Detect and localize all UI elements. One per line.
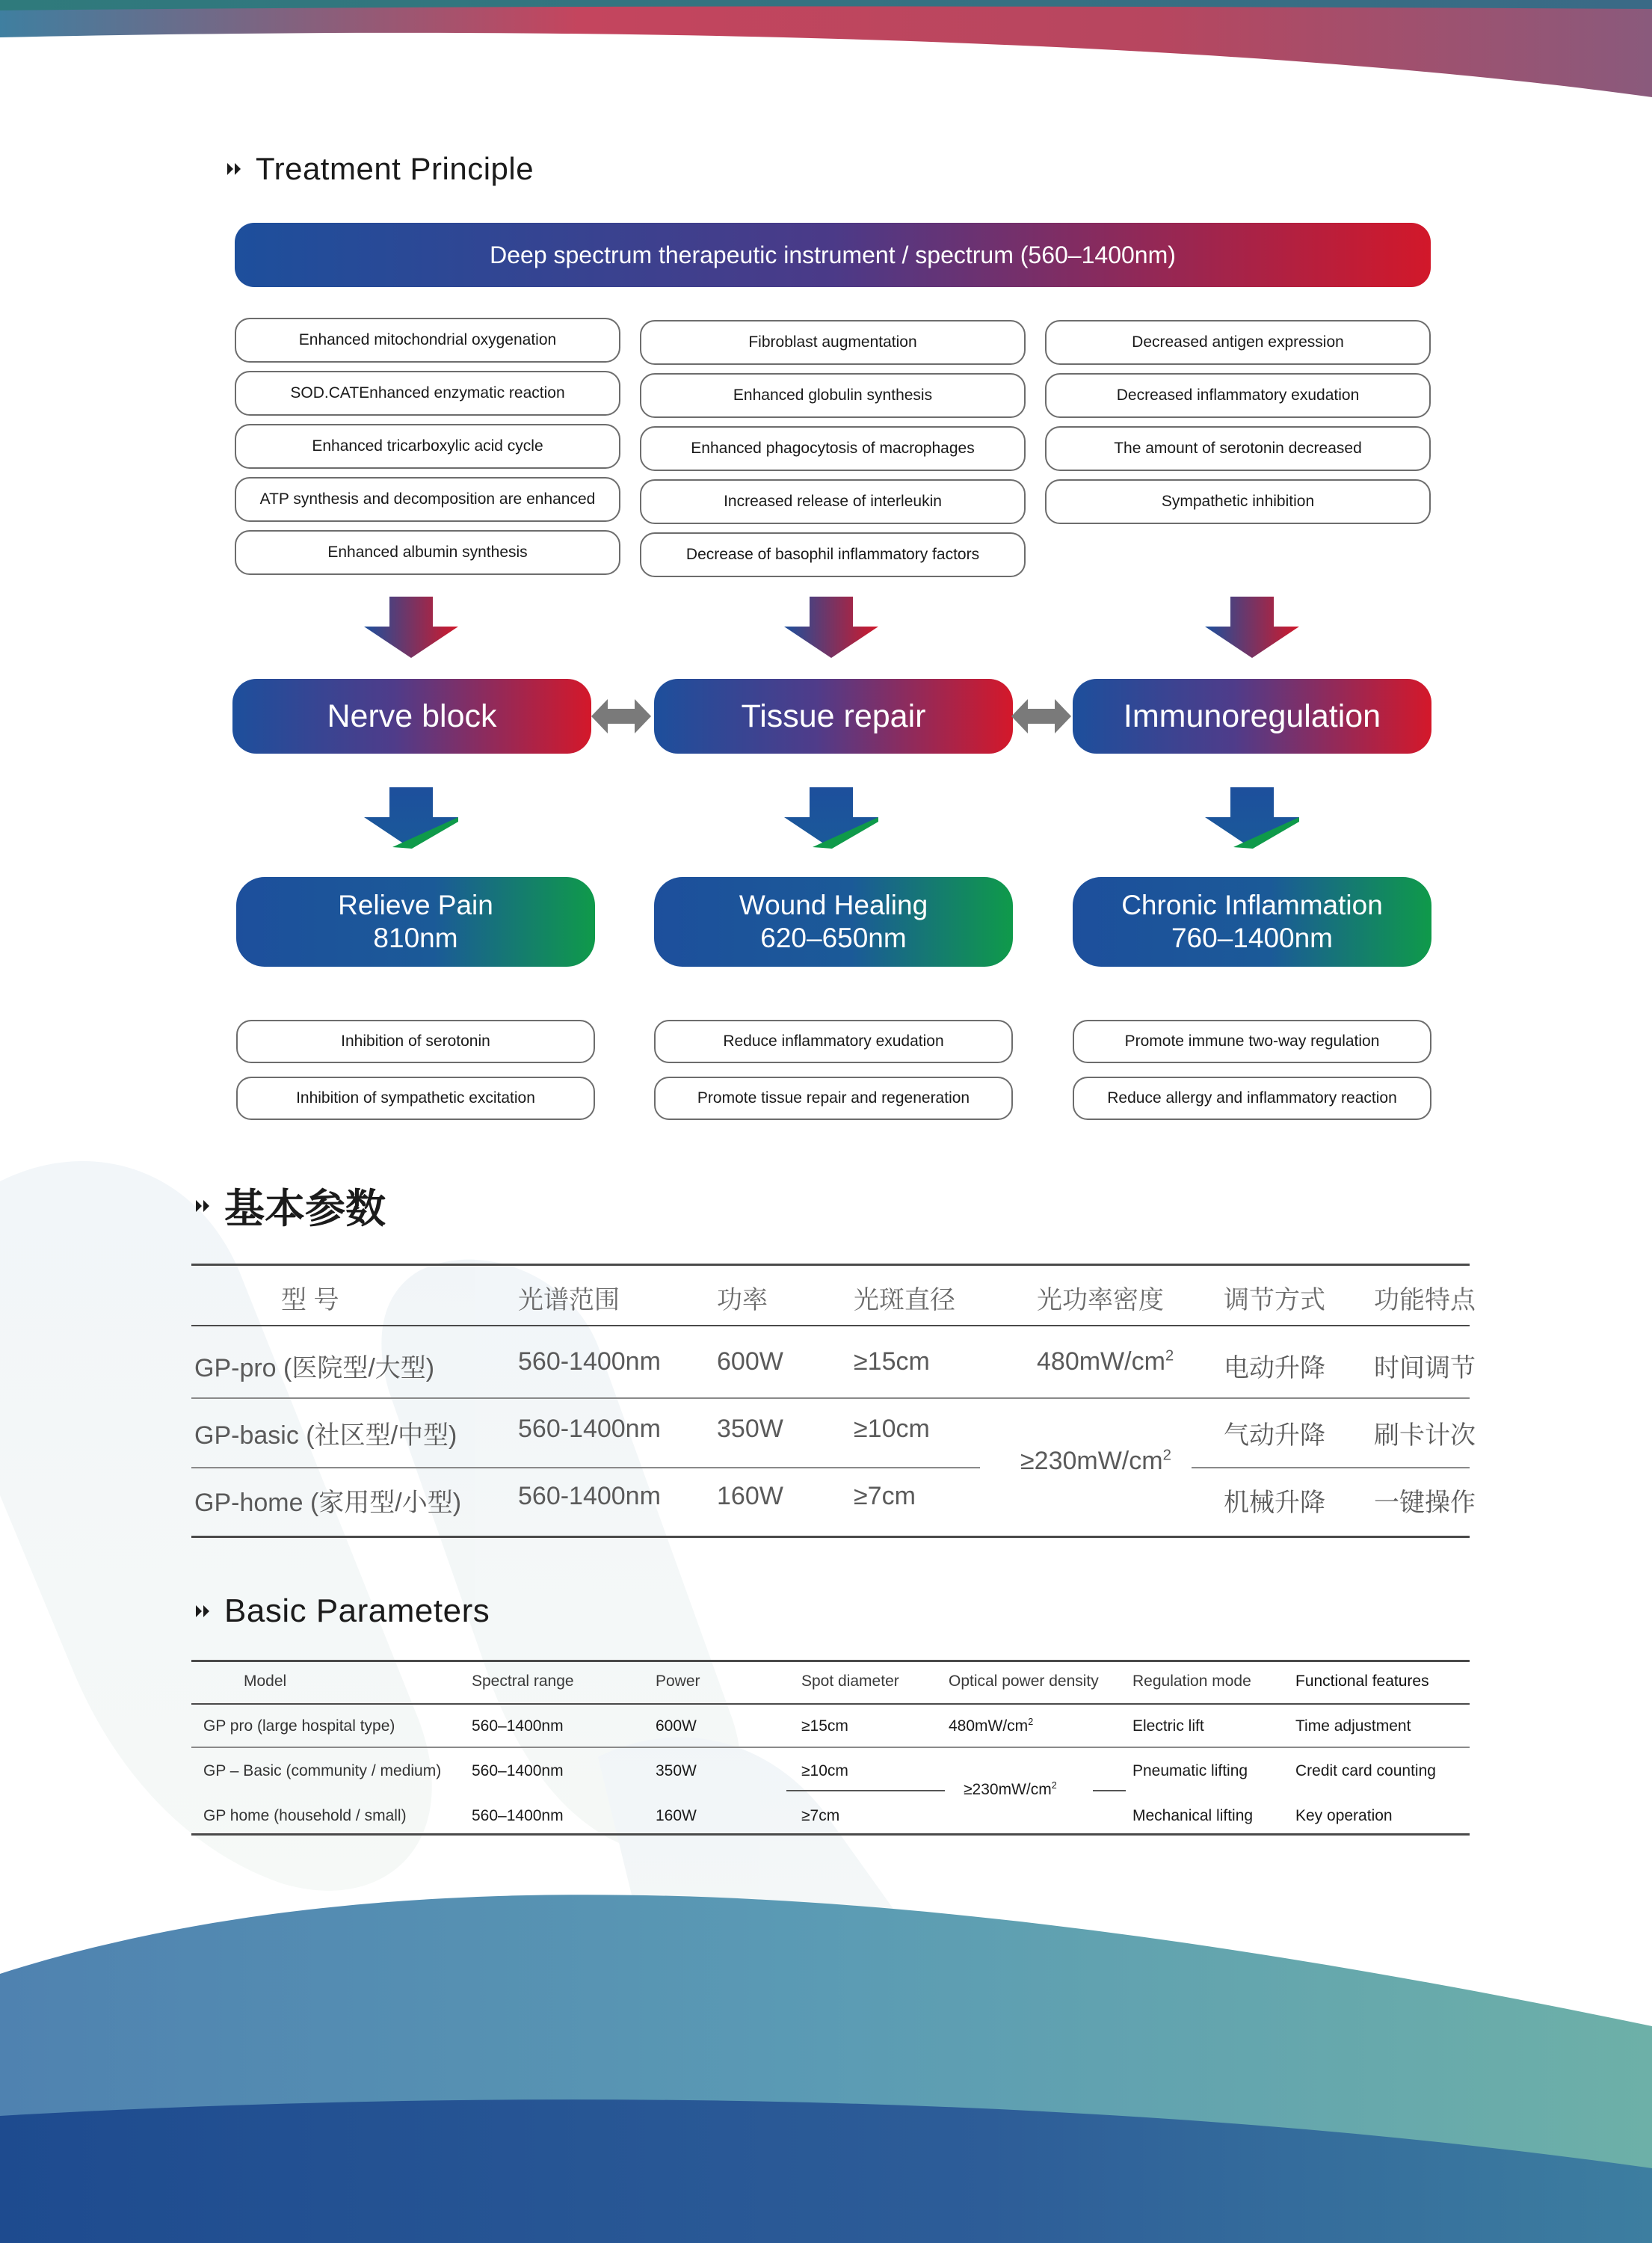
mechanism-box bbox=[640, 426, 1026, 471]
mechanism-box bbox=[640, 373, 1026, 418]
table-cell: GP-basic (社区型/中型) bbox=[194, 1421, 457, 1450]
en-params-title: Basic Parameters bbox=[224, 1593, 490, 1629]
density-value: ≥230mW/cm bbox=[964, 1781, 1052, 1798]
table-rule bbox=[191, 1397, 1470, 1399]
effect-pill-immunoregulation bbox=[1073, 679, 1431, 754]
table-header: 光功率密度 bbox=[1037, 1286, 1164, 1314]
table-header: 光斑直径 bbox=[854, 1286, 955, 1314]
outcome-box bbox=[236, 1077, 595, 1120]
table-cell: ≥7cm bbox=[801, 1807, 840, 1824]
table-cell: 时间调节 bbox=[1374, 1354, 1476, 1382]
table-header: 功率 bbox=[717, 1286, 768, 1314]
outcome-label: Reduce allergy and inflammatory reaction bbox=[1107, 1089, 1397, 1107]
mechanism-label: The amount of serotonin decreased bbox=[1114, 440, 1362, 457]
table-header: Power bbox=[656, 1673, 700, 1690]
down-arrow-icon bbox=[363, 787, 460, 849]
table-rule bbox=[1192, 1467, 1470, 1468]
table-cell bbox=[1037, 1347, 1174, 1376]
table-cell bbox=[949, 1717, 1033, 1735]
table-cell: GP-pro (医院型/大型) bbox=[194, 1354, 435, 1382]
table-cell: GP-home (家用型/小型) bbox=[194, 1489, 462, 1517]
table-header: Spectral range bbox=[472, 1673, 574, 1690]
down-arrow-icon bbox=[1203, 787, 1301, 849]
mechanism-label: Enhanced globulin synthesis bbox=[733, 387, 933, 404]
table-cell: 电动升降 bbox=[1224, 1354, 1325, 1382]
outcome-label: Reduce inflammatory exudation bbox=[723, 1033, 944, 1050]
table-rule bbox=[191, 1467, 980, 1468]
mechanism-box bbox=[235, 530, 620, 575]
table-cell: 一键操作 bbox=[1374, 1489, 1476, 1517]
result-name: Wound Healing bbox=[739, 890, 928, 920]
en-params-heading bbox=[193, 1593, 490, 1630]
table-cell: ≥7cm bbox=[854, 1482, 916, 1510]
table-header: 功能特点 bbox=[1374, 1286, 1476, 1314]
density-value: ≥230mW/cm bbox=[1020, 1447, 1163, 1475]
table-cell: 160W bbox=[717, 1482, 783, 1510]
table-header: Regulation mode bbox=[1132, 1673, 1251, 1690]
table-rule bbox=[1093, 1790, 1126, 1791]
outcome-box bbox=[236, 1020, 595, 1063]
table-header: Functional features bbox=[1295, 1673, 1429, 1690]
mechanism-box bbox=[640, 320, 1026, 365]
zh-params-title: 基本参数 bbox=[224, 1187, 386, 1231]
table-header: 光谱范围 bbox=[518, 1286, 620, 1314]
table-cell: 350W bbox=[656, 1762, 697, 1779]
table-cell: Pneumatic lifting bbox=[1132, 1762, 1248, 1779]
superscript: 2 bbox=[1028, 1717, 1034, 1727]
table-cell: 气动升降 bbox=[1224, 1421, 1325, 1450]
table-rule bbox=[786, 1790, 945, 1791]
table-rule bbox=[191, 1325, 1470, 1326]
table-header: 型 号 bbox=[281, 1286, 339, 1314]
mechanism-label: Fibroblast augmentation bbox=[748, 333, 917, 351]
mechanism-label: Decreased antigen expression bbox=[1132, 333, 1344, 351]
result-wavelength: 810nm bbox=[373, 923, 458, 953]
result-pill-wound-healing bbox=[654, 877, 1013, 967]
table-cell: ≥15cm bbox=[854, 1347, 930, 1376]
outcome-box bbox=[1073, 1020, 1431, 1063]
mechanism-label: Decrease of basophil inflammatory factors bbox=[685, 546, 980, 563]
mechanism-box bbox=[1045, 320, 1431, 365]
superscript: 2 bbox=[1051, 1780, 1057, 1791]
mechanism-label: Enhanced phagocytosis of macrophages bbox=[691, 440, 975, 457]
result-pill-chronic-inflammation bbox=[1073, 877, 1431, 967]
superscript: 2 bbox=[1165, 1347, 1174, 1364]
table-cell: Credit card counting bbox=[1295, 1762, 1436, 1779]
result-wavelength: 620–650nm bbox=[760, 923, 907, 953]
spectrum-bar-label: Deep spectrum therapeutic instrument / spectrum (560–1400nm) bbox=[490, 241, 1176, 268]
table-cell: ≥10cm bbox=[854, 1415, 930, 1443]
table-rule bbox=[191, 1747, 1470, 1748]
table-cell: ≥10cm bbox=[801, 1762, 848, 1779]
outcome-label: Promote tissue repair and regeneration bbox=[697, 1089, 970, 1107]
table-rule bbox=[191, 1660, 1470, 1662]
outcome-label: Promote immune two-way regulation bbox=[1124, 1033, 1380, 1050]
table-cell: Time adjustment bbox=[1295, 1717, 1411, 1735]
down-arrow-icon bbox=[1203, 597, 1301, 658]
outcome-label: Inhibition of serotonin bbox=[341, 1033, 490, 1050]
effect-pill-nerve-block bbox=[232, 679, 591, 754]
table-cell: Mechanical lifting bbox=[1132, 1807, 1254, 1824]
double-chevron-icon bbox=[193, 1600, 215, 1622]
double-chevron-icon bbox=[224, 158, 247, 180]
mechanism-box bbox=[1045, 426, 1431, 471]
table-cell: 刷卡计次 bbox=[1374, 1421, 1476, 1450]
mechanism-box bbox=[235, 371, 620, 416]
table-cell: 560–1400nm bbox=[472, 1717, 564, 1735]
outcome-box bbox=[654, 1077, 1013, 1120]
table-rule bbox=[191, 1703, 1470, 1705]
mechanism-label: Enhanced albumin synthesis bbox=[327, 544, 528, 561]
treatment-principle-heading bbox=[224, 151, 534, 187]
effect-label: Tissue repair bbox=[741, 698, 926, 734]
table-rule bbox=[191, 1264, 1470, 1266]
table-header: Model bbox=[244, 1673, 287, 1690]
superscript: 2 bbox=[1162, 1447, 1171, 1464]
table-cell: 600W bbox=[717, 1347, 783, 1376]
table-cell: 160W bbox=[656, 1807, 697, 1824]
result-name: Relieve Pain bbox=[338, 890, 493, 920]
result-pill-relieve-pain bbox=[236, 877, 595, 967]
mechanism-box bbox=[640, 479, 1026, 524]
mechanism-label: Enhanced tricarboxylic acid cycle bbox=[312, 437, 543, 455]
table-cell: GP – Basic (community / medium) bbox=[203, 1762, 442, 1779]
mechanism-box bbox=[1045, 373, 1431, 418]
table-cell: Electric lift bbox=[1132, 1717, 1204, 1735]
table-rule bbox=[191, 1833, 1470, 1836]
double-arrow-icon bbox=[591, 698, 651, 735]
effect-label: Nerve block bbox=[327, 698, 497, 734]
treatment-principle-title: Treatment Principle bbox=[256, 151, 534, 186]
table-cell bbox=[964, 1781, 1057, 1799]
double-arrow-icon bbox=[1011, 698, 1071, 735]
table-header: Optical power density bbox=[949, 1673, 1099, 1690]
down-arrow-icon bbox=[363, 597, 460, 658]
table-cell: 560-1400nm bbox=[518, 1347, 661, 1376]
outcome-box bbox=[1073, 1077, 1431, 1120]
table-cell bbox=[1020, 1447, 1171, 1476]
table-cell: 560–1400nm bbox=[472, 1762, 564, 1779]
table-header: Spot diameter bbox=[801, 1673, 899, 1690]
effect-pill-tissue-repair bbox=[654, 679, 1013, 754]
mechanism-box bbox=[1045, 479, 1431, 524]
density-value: 480mW/cm bbox=[1037, 1347, 1165, 1376]
table-cell: 560–1400nm bbox=[472, 1807, 564, 1824]
mechanism-box bbox=[235, 424, 620, 469]
double-chevron-icon bbox=[193, 1195, 215, 1217]
table-header: 调节方式 bbox=[1224, 1286, 1325, 1314]
mechanism-label: ATP synthesis and decomposition are enhanced bbox=[259, 490, 596, 508]
mechanism-box bbox=[235, 318, 620, 363]
zh-params-heading bbox=[193, 1177, 386, 1234]
table-cell: GP pro (large hospital type) bbox=[203, 1717, 395, 1735]
mechanism-label: SOD.CATEnhanced enzymatic reaction bbox=[290, 384, 565, 401]
mechanism-label: Enhanced mitochondrial oxygenation bbox=[298, 331, 557, 348]
result-wavelength: 760–1400nm bbox=[1171, 923, 1334, 953]
down-arrow-icon bbox=[783, 597, 880, 658]
outcome-label: Inhibition of sympathetic excitation bbox=[296, 1089, 535, 1107]
table-cell: GP home (household / small) bbox=[203, 1807, 407, 1824]
mechanism-label: Decreased inflammatory exudation bbox=[1116, 387, 1360, 404]
density-value: 480mW/cm bbox=[949, 1717, 1029, 1735]
table-cell: 机械升降 bbox=[1224, 1489, 1325, 1517]
mechanism-label: Increased release of interleukin bbox=[724, 493, 942, 510]
mechanism-label: Sympathetic inhibition bbox=[1161, 493, 1315, 510]
mechanism-box bbox=[640, 532, 1026, 577]
table-cell: 560-1400nm bbox=[518, 1482, 661, 1510]
table-cell: ≥15cm bbox=[801, 1717, 848, 1735]
table-rule bbox=[191, 1536, 1470, 1538]
table-cell: 560-1400nm bbox=[518, 1415, 661, 1443]
outcome-box bbox=[654, 1020, 1013, 1063]
table-cell: 350W bbox=[717, 1415, 783, 1443]
mechanism-box bbox=[235, 477, 620, 522]
spectrum-bar bbox=[235, 223, 1431, 287]
effect-label: Immunoregulation bbox=[1123, 698, 1381, 734]
down-arrow-icon bbox=[783, 787, 880, 849]
table-cell: Key operation bbox=[1295, 1807, 1393, 1824]
result-name: Chronic Inflammation bbox=[1121, 890, 1383, 920]
table-cell: 600W bbox=[656, 1717, 697, 1735]
